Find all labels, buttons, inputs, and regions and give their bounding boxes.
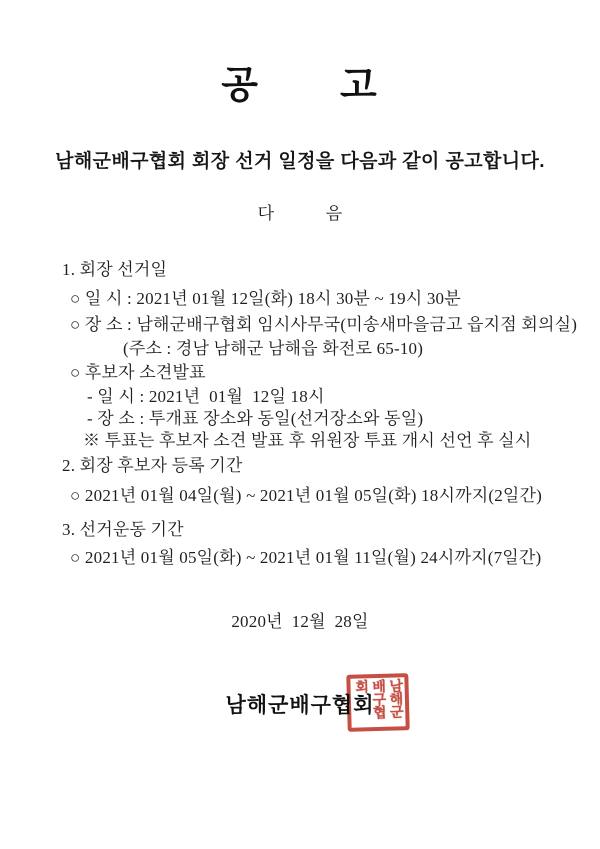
section-1-heading: 1. 회장 선거일 [62, 260, 168, 279]
section-1-item-address: (주소 : 경남 남해군 남해읍 화전로 65-10) [123, 339, 424, 358]
section-1-item-datetime: ○ 일 시 : 2021년 01월 12일(화) 18시 30분 ~ 19시 30분 [70, 289, 461, 308]
page-title: 공 고 [221, 65, 379, 107]
intro-text: 남해군배구협회 회장 선거 일정을 다음과 같이 공고합니다. [55, 151, 545, 172]
section-1-item-speech: ○ 후보자 소견발표 [70, 363, 206, 382]
section-divider: 다 음 [257, 204, 343, 223]
section-1-item-speech-venue: - 장 소 : 투개표 장소와 동일(선거장소와 동일) [87, 409, 424, 428]
seal-text: 남해군배구협회 [352, 677, 403, 718]
date-line: 2020년 12월 28일 [231, 612, 369, 631]
section-2-heading: 2. 회장 후보자 등록 기간 [62, 456, 243, 475]
organization-name: 남해군배구협회 [225, 693, 375, 717]
section-3-heading: 3. 선거운동 기간 [62, 520, 184, 539]
section-3-item-period: ○ 2021년 01월 05일(화) ~ 2021년 01월 11일(월) 24시까지(7일간) [70, 548, 542, 567]
section-1-item-voting-note: ※ 투표는 후보자 소견 발표 후 위원장 투표 개시 선언 후 실시 [83, 431, 532, 450]
organization-seal [346, 673, 409, 732]
section-1-item-speech-datetime: - 일 시 : 2021년 01월 12일 18시 [87, 387, 325, 406]
section-2-item-period: ○ 2021년 01월 04일(월) ~ 2021년 01월 05일(화) 18시까지(2일간) [70, 486, 543, 505]
section-1-item-venue: ○ 장 소 : 남해군배구협회 임시사무국(미송새마을금고 읍지점 회의실) [70, 315, 578, 334]
